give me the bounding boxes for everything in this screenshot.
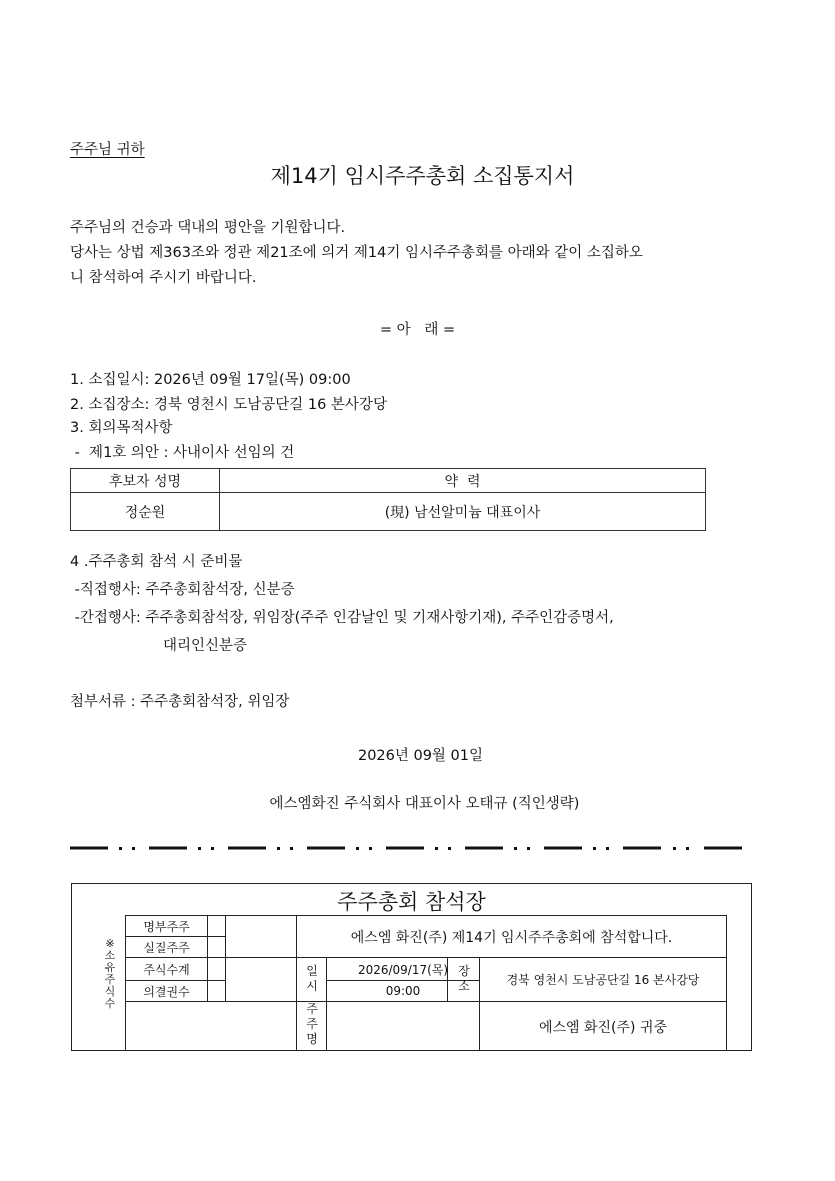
signature-line: 에스엠화진 주식회사 대표이사 오태규 (직인생략)	[269, 796, 580, 812]
addressee: 주주님 귀하	[70, 142, 145, 158]
proxy-exercise: -간접행사: 주주총회참석장, 위임장(주주 인감날인 및 기재사항기재), 주주인감증명서,	[70, 610, 614, 626]
registered-shareholder-label: 명부주주	[143, 919, 190, 934]
direct-exercise: -직접행사: 주주총회참석장, 신분증	[70, 582, 295, 598]
attachments: 첨부서류 : 주주총회참석장, 위임장	[70, 694, 290, 710]
candidate-name: 정순원	[71, 493, 220, 531]
meeting-place: 2. 소집장소: 경북 영천시 도남공단길 16 본사강당	[70, 397, 387, 413]
body-line-2: 니 참석하여 주시기 바랍니다.	[70, 270, 257, 286]
meeting-datetime: 1. 소집일시: 2026년 09월 17일(목) 09:00	[70, 372, 351, 388]
table-row	[71, 493, 706, 531]
candidate-table	[70, 468, 706, 531]
cut-line	[70, 842, 746, 854]
section-separator: = 아 래 =	[379, 322, 456, 338]
registered-shareholder-field[interactable]	[226, 916, 296, 936]
voting-rights-field[interactable]	[226, 981, 296, 1001]
recipient: 에스엠 화진(주) 귀중	[538, 1019, 668, 1036]
agenda-item-1: - 제1호 의안 : 사내이사 선임의 건	[70, 445, 295, 461]
header-candidate-name: 후보자 성명	[71, 469, 220, 493]
header-career: 약 력	[220, 469, 706, 493]
card-title: 주주총회 참석장	[337, 890, 486, 914]
meeting-place-value: 경북 영천시 도남공단길 16 본사강당	[506, 973, 700, 987]
owned-shares-label: ※소유주식수	[104, 937, 116, 1010]
body-line-1: 당사는 상법 제363조와 정관 제21조에 의거 제14기 임시주주총회를 아래와 같이 소집하오	[70, 245, 643, 261]
shareholder-name-label: 주주명	[306, 1002, 318, 1046]
candidate-career: (現) 남선알미늄 대표이사	[220, 493, 706, 531]
document-title: 제14기 임시주주총회 소집통지서	[270, 164, 575, 188]
preparation-heading: 4 .주주총회 참석 시 준비물	[70, 554, 243, 570]
greeting: 주주님의 건승과 댁내의 평안을 기원합니다.	[70, 220, 346, 236]
meeting-time-value: 09:00	[385, 984, 421, 998]
attendance-card	[71, 883, 752, 1051]
meeting-date-value: 2026/09/17(목)	[357, 962, 449, 977]
attendance-statement: 에스엠 화진(주) 제14기 임시주주총회에 참석합니다.	[350, 929, 673, 946]
total-shares-field[interactable]	[226, 958, 296, 980]
table-header-row	[71, 469, 706, 493]
place-label: 장소	[458, 964, 470, 993]
date-label: 일시	[306, 964, 318, 993]
notice-date: 2026년 09월 01일	[357, 748, 484, 764]
beneficial-shareholder-label: 실질주주	[143, 940, 190, 955]
voting-rights-label: 의결권수	[143, 984, 190, 999]
agenda-heading: 3. 회의목적사항	[70, 420, 173, 436]
total-shares-label: 주식수계	[143, 962, 190, 977]
beneficial-shareholder-field[interactable]	[226, 937, 296, 957]
shareholder-name-field[interactable]	[327, 1002, 479, 1051]
proxy-exercise-cont: 대리인신분증	[163, 638, 248, 654]
